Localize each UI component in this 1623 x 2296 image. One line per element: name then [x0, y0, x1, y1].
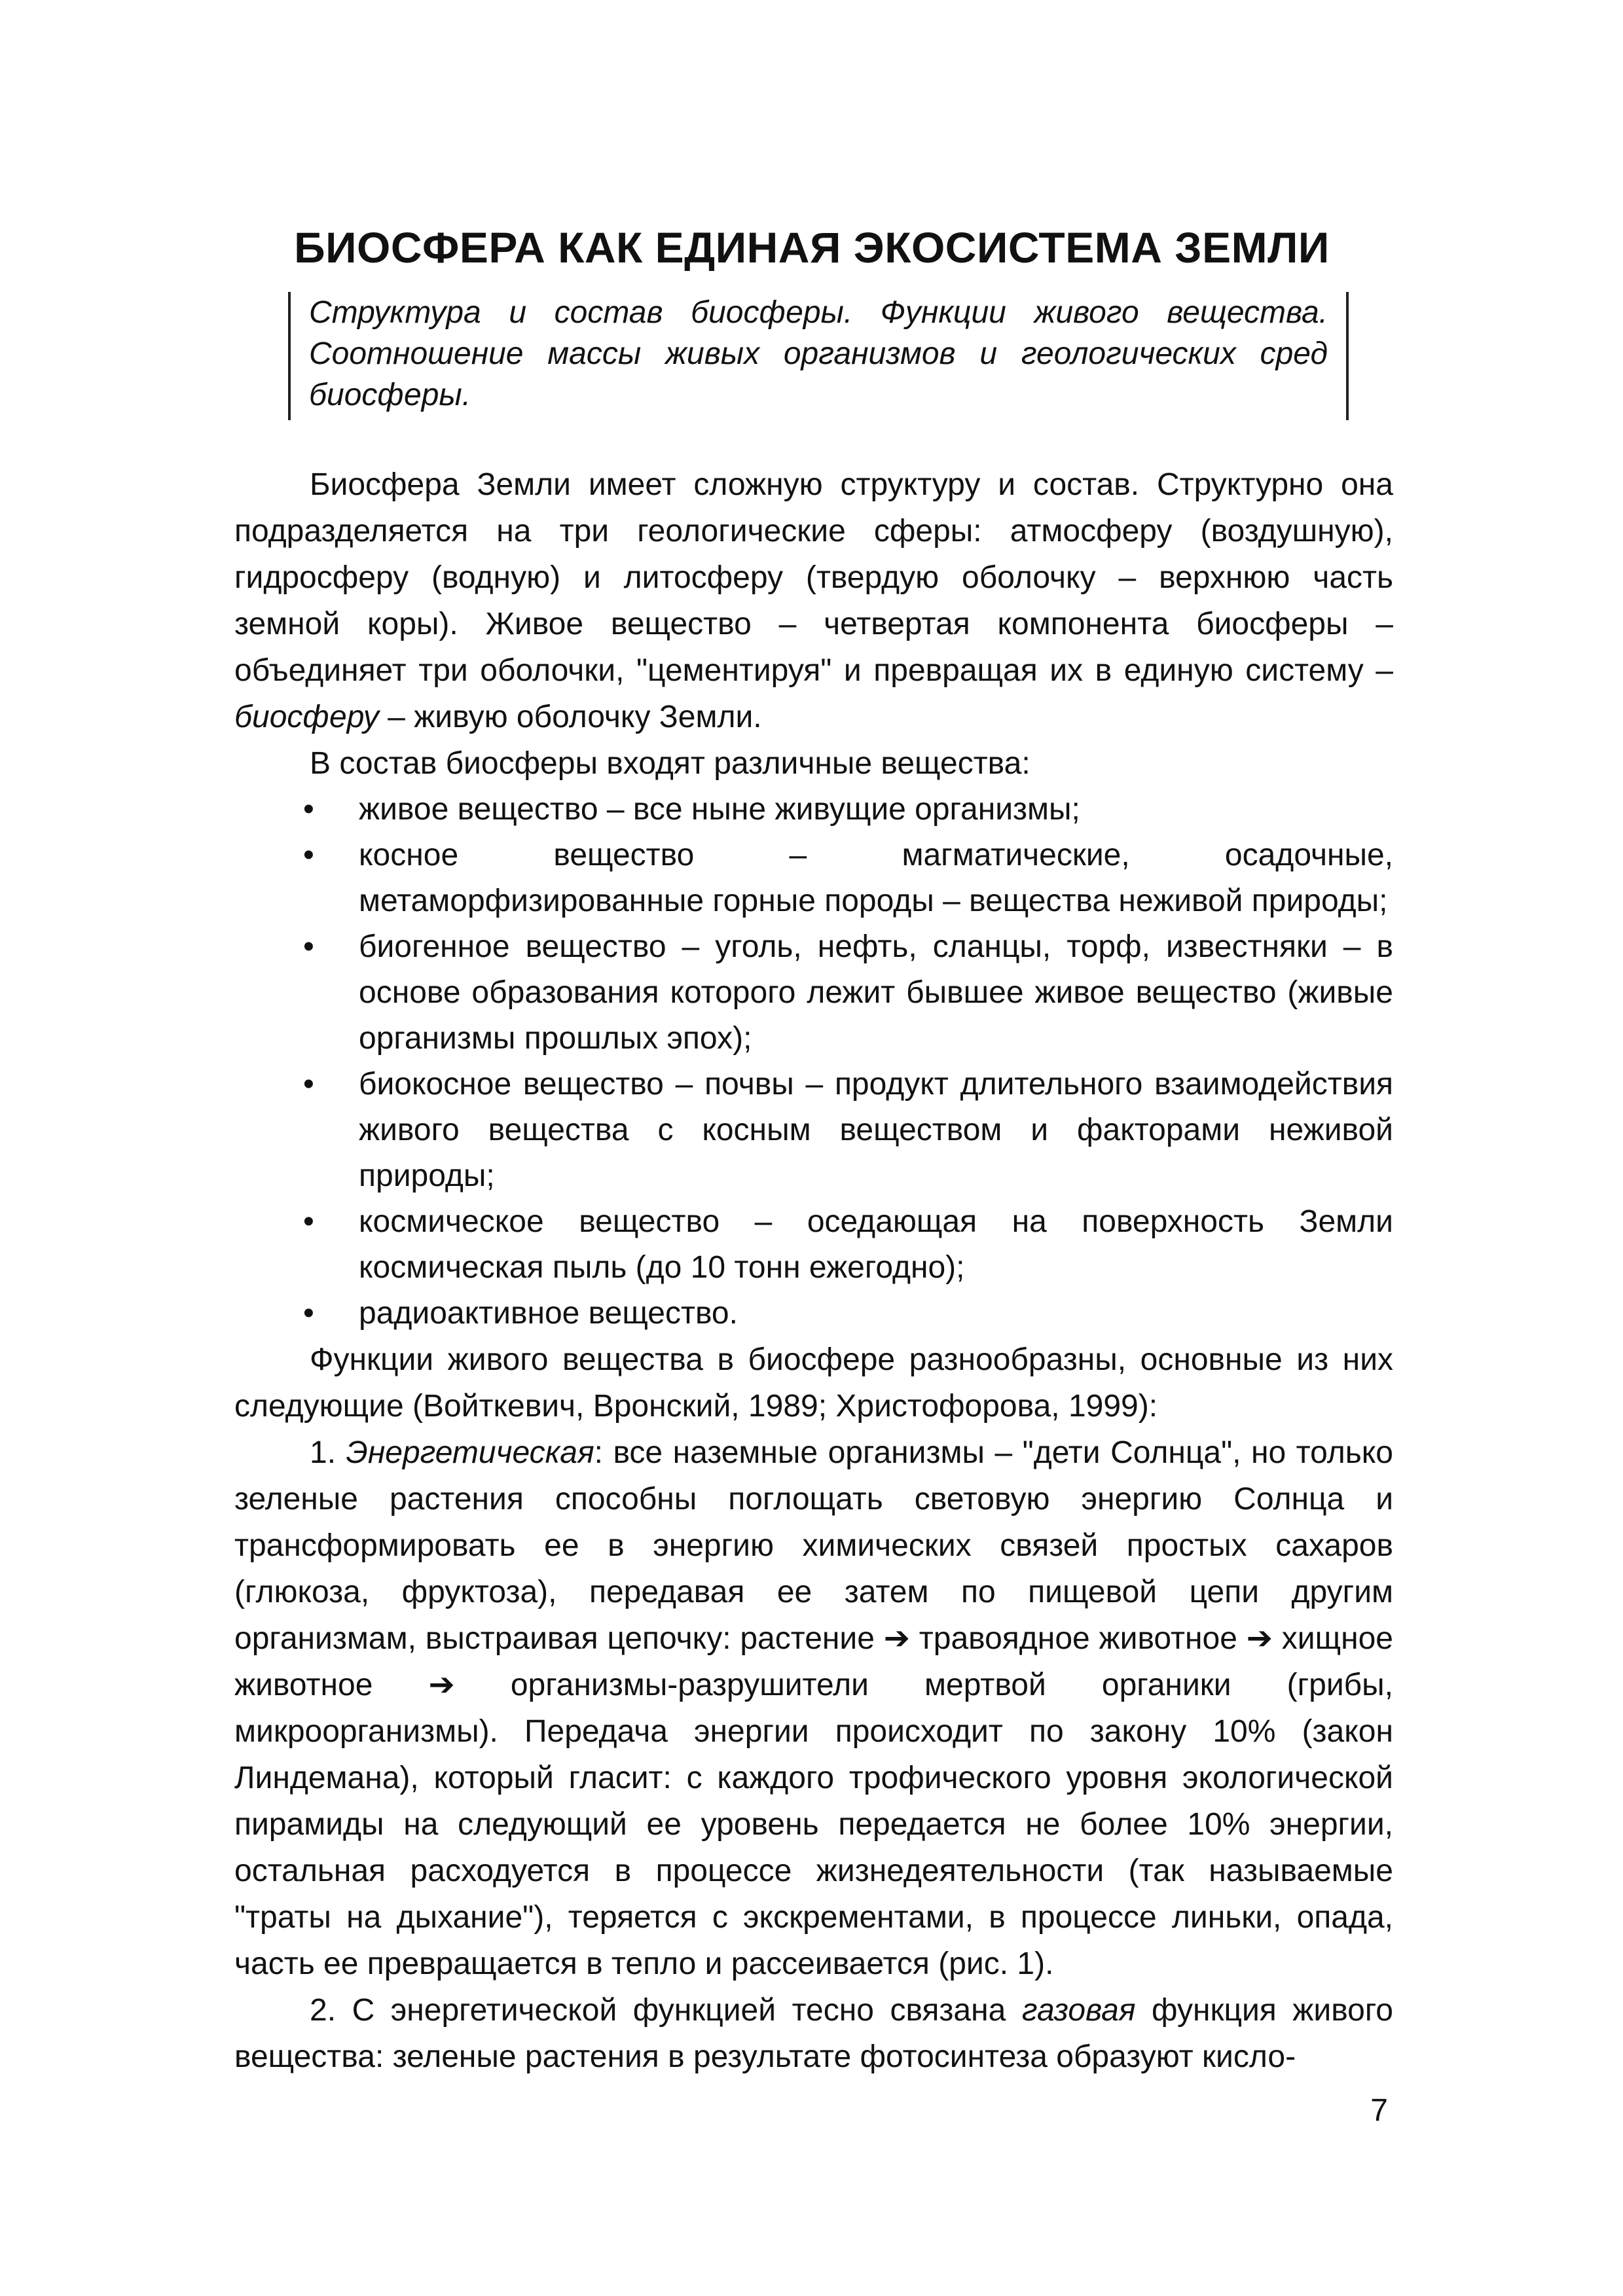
paragraph-energy-function — [234, 1429, 1393, 1987]
substance-list — [234, 787, 1393, 1336]
term-energy: Энергетическая — [346, 1435, 594, 1470]
page-title: БИОСФЕРА КАК ЕДИНАЯ ЭКОСИСТЕМА ЗЕМЛИ — [294, 223, 1330, 272]
bullet-icon: • — [303, 1204, 314, 1239]
paragraph-text: травоядное животное — [909, 1621, 1247, 1656]
list-item-text: радиоактивное вещество. — [359, 1296, 738, 1331]
paragraph-text: – живую оболочку Земли. — [378, 700, 762, 734]
paragraph-biosphere-structure — [234, 461, 1393, 740]
term-biosphere: биосферу — [234, 700, 379, 734]
bullet-icon: • — [303, 792, 314, 827]
list-item — [234, 1062, 1393, 1199]
page-number: 7 — [1370, 2093, 1388, 2128]
paragraph-text: 2. С энергетической функцией тесно связана — [310, 1993, 1022, 2028]
paragraph-text: функция живого вещества: зеленые растения в результате фотосинтеза образуют кисло- — [234, 1993, 1394, 2074]
bullet-icon: • — [303, 1296, 314, 1331]
paragraph-composition-intro: В состав биосферы входят различные вещества: — [310, 746, 1030, 781]
list-item — [234, 787, 1393, 833]
bullet-icon: • — [303, 929, 314, 964]
term-gas: газовая — [1021, 1993, 1136, 2028]
body-text — [234, 461, 1393, 2080]
list-item — [234, 1199, 1393, 1291]
bullet-icon: • — [303, 838, 314, 872]
list-item-text: космическое вещество – оседающая на поверхность Земли космическая пыль (до 10 тонн ежегодно); — [359, 1204, 1393, 1285]
arrow-right-icon: ➔ — [1246, 1621, 1273, 1656]
list-item — [234, 1291, 1393, 1336]
item-number: 1. — [310, 1435, 346, 1470]
list-item — [234, 833, 1393, 924]
paragraph-text: хищное животное — [234, 1621, 1393, 1702]
arrow-right-icon: ➔ — [428, 1668, 455, 1702]
paragraph-text: организмы-разрушители мертвой органики (грибы, микроорганизмы). Передача энергии происходит по закону 10% (закон Линдемана), который гласит: с каждого трофического уровня экологической пирамиды на следующий ее уровень передается не более 10% энергии, остальная расходуется в процессе жизнедеятельности (так называемые "траты на дыхание"), теряется с экскрементами, в процессе линьки, опада, часть ее превращается в тепло и рассеивается (рис. 1). — [234, 1668, 1393, 1981]
paragraph-functions-intro: Функции живого вещества в биосфере разнообразны, основные из них следующие (Войткевич, Вронский, 1989; Христофорова, 1999): — [234, 1342, 1393, 1424]
list-item — [234, 924, 1393, 1062]
section-abstract: Структура и состав биосферы. Функции живого вещества. Соотношение массы живых организмов и геологических сред биосферы. — [288, 292, 1349, 420]
list-item-text: биокосное вещество – почвы – продукт длительного взаимодействия живого вещества с косным веществом и факторами неживой природы; — [359, 1067, 1393, 1193]
arrow-right-icon: ➔ — [883, 1621, 910, 1656]
bullet-icon: • — [303, 1067, 314, 1102]
paragraph-text: : все наземные организмы – "дети Солнца", но только зеленые растения способны поглощать световую энергию Солнца и трансформировать ее в энергию химических связей простых сахаров (глюкоза, фруктоза), передавая ее затем по пищевой цепи другим организмам, выстраивая цепочку: растение — [234, 1435, 1393, 1656]
list-item-text: косное вещество – магматические, осадочные, метаморфизированные горные породы – вещества неживой природы; — [359, 838, 1393, 918]
paragraph-gas-function — [234, 1987, 1393, 2080]
list-item-text: биогенное вещество – уголь, нефть, сланцы, торф, известняки – в основе образования которого лежит бывшее живое вещество (живые организмы прошлых эпох); — [359, 929, 1393, 1056]
list-item-text: живое вещество – все ныне живущие организмы; — [359, 792, 1080, 827]
paragraph-text: Биосфера Земли имеет сложную структуру и состав. Структурно она подразделяется на три геологические сферы: атмосферу (воздушную), гидросферу (водную) и литосферу (твердую оболочку – верхнюю часть земной коры). Живое вещество – четвертая компонента биосферы – объединяет три оболочки, "цементируя" и превращая их в единую систему – — [234, 467, 1393, 688]
